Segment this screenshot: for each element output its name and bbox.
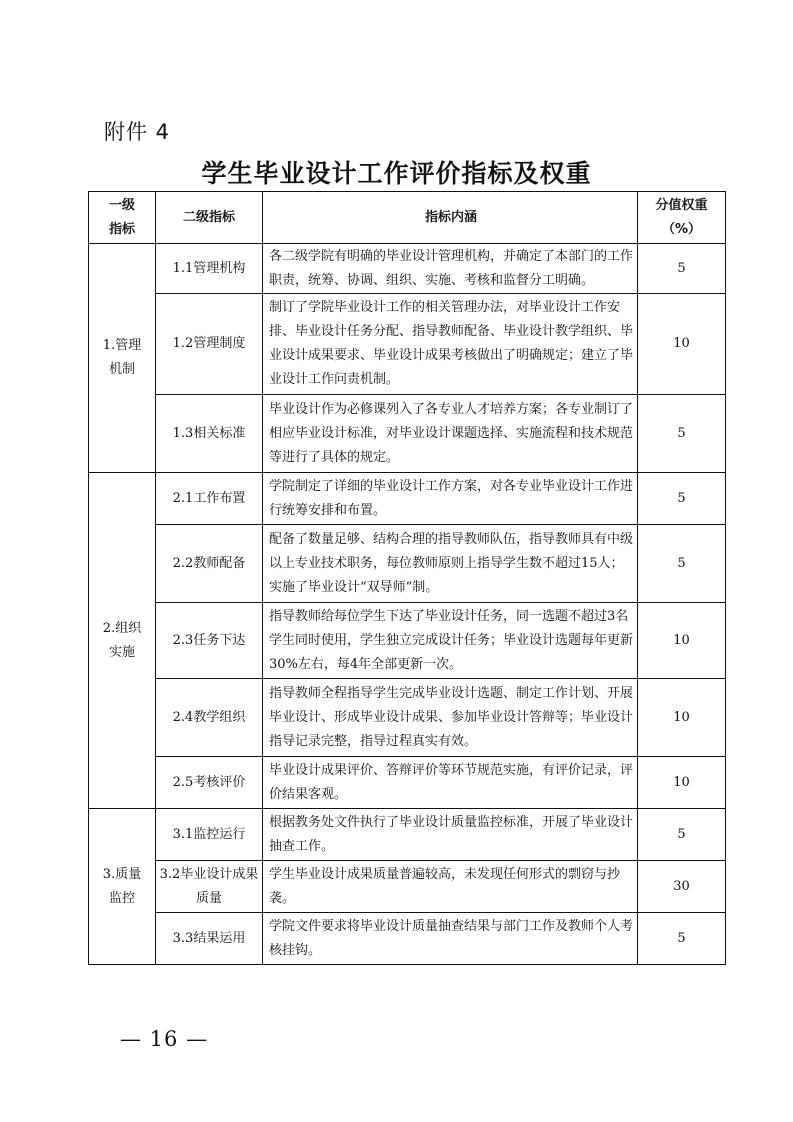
content-cell: 各二级学院有明确的毕业设计管理机构，并确定了本部门的工作职责，统筹、协调、组织、实施、考核和监督分工明确。 [263, 244, 638, 294]
content-cell: 指导教师全程指导学生完成毕业设计选题、制定工作计划、开展毕业设计、形成毕业设计成果、参加毕业设计答辩等；毕业设计指导记录完整，指导过程真实有效。 [263, 679, 638, 757]
level2-cell: 1.3相关标准 [156, 395, 263, 473]
weight-cell: 5 [638, 395, 726, 473]
table-row [89, 679, 726, 757]
level2-cell: 1.1管理机构 [156, 244, 263, 294]
weight-cell: 5 [638, 244, 726, 294]
level2-cell: 2.1工作布置 [156, 473, 263, 525]
content-cell: 指导教师给每位学生下达了毕业设计任务，同一选题不超过3名学生同时使用，学生独立完成设计任务；毕业设计选题每年更新30%左右，每4年全部更新一次。 [263, 603, 638, 679]
table-header-row [89, 192, 726, 244]
table-row [89, 809, 726, 861]
content-cell: 学院制定了详细的毕业设计工作方案，对各专业毕业设计工作进行统筹安排和布置。 [263, 473, 638, 525]
header-level2: 二级指标 [156, 192, 263, 244]
header-weight: 分值权重 （%） [638, 192, 726, 244]
group-cell: 1.管理 机制 [89, 244, 156, 473]
level2-cell: 2.2教师配备 [156, 525, 263, 603]
weight-cell: 30 [638, 861, 726, 913]
table-row [89, 525, 726, 603]
table-row [89, 395, 726, 473]
weight-cell: 10 [638, 757, 726, 809]
level2-cell: 3.2毕业设计成果质量 [156, 861, 263, 913]
level2-cell: 2.5考核评价 [156, 757, 263, 809]
weight-cell: 10 [638, 294, 726, 395]
table-row [89, 913, 726, 965]
level2-cell: 2.3任务下达 [156, 603, 263, 679]
level2-cell: 1.2管理制度 [156, 294, 263, 395]
table-row [89, 861, 726, 913]
weight-cell: 10 [638, 603, 726, 679]
table-row [89, 473, 726, 525]
level2-cell: 2.4教学组织 [156, 679, 263, 757]
group-cell: 2.组织 实施 [89, 473, 156, 809]
content-cell: 学生毕业设计成果质量普遍较高，未发现任何形式的剽窃与抄袭。 [263, 861, 638, 913]
document-title: 学生毕业设计工作评价指标及权重 [201, 159, 592, 188]
group-cell: 3.质量 监控 [89, 809, 156, 965]
weight-cell: 5 [638, 525, 726, 603]
level2-cell: 3.3结果运用 [156, 913, 263, 965]
table-row [89, 294, 726, 395]
level2-cell: 3.1监控运行 [156, 809, 263, 861]
content-cell: 制订了学院毕业设计工作的相关管理办法，对毕业设计工作安排、毕业设计任务分配、指导教师配备、毕业设计教学组织、毕业设计成果要求、毕业设计成果考核做出了明确规定；建立了毕业设计工作问责机制。 [263, 294, 638, 395]
content-cell: 根据教务处文件执行了毕业设计质量监控标准，开展了毕业设计抽查工作。 [263, 809, 638, 861]
table-row [89, 244, 726, 294]
content-cell: 毕业设计成果评价、答辩评价等环节规范实施，有评价记录，评价结果客观。 [263, 757, 638, 809]
weight-cell: 5 [638, 913, 726, 965]
header-content: 指标内涵 [263, 192, 638, 244]
header-level1: 一级 指标 [89, 192, 156, 244]
weight-cell: 5 [638, 473, 726, 525]
table-row [89, 603, 726, 679]
content-cell: 毕业设计作为必修课列入了各专业人才培养方案；各专业制订了相应毕业设计标准，对毕业设计课题选择、实施流程和技术规范等进行了具体的规定。 [263, 395, 638, 473]
weight-cell: 5 [638, 809, 726, 861]
attachment-label: 附件 4 [104, 120, 171, 144]
content-cell: 配备了数量足够、结构合理的指导教师队伍，指导教师具有中级以上专业技术职务，每位教师原则上指导学生数不超过15人；实施了毕业设计“双导师”制。 [263, 525, 638, 603]
weight-cell: 10 [638, 679, 726, 757]
content-cell: 学院文件要求将毕业设计质量抽查结果与部门工作及教师个人考核挂钩。 [263, 913, 638, 965]
table-row [89, 757, 726, 809]
page-number: — 16 — [120, 1027, 209, 1051]
indicator-table [88, 191, 726, 965]
